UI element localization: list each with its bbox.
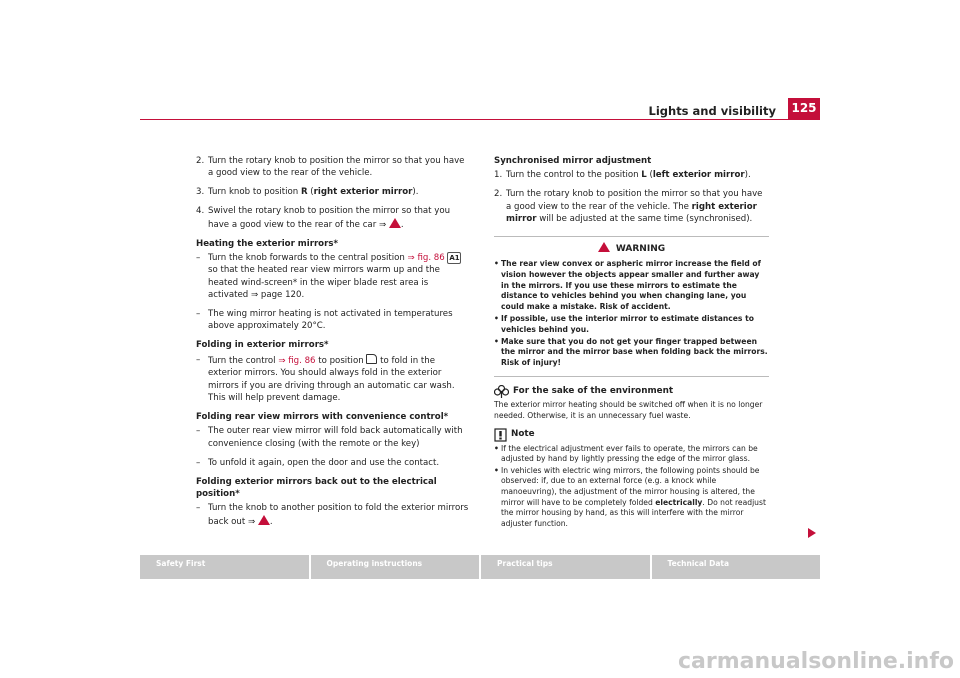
flower-icon <box>494 385 509 398</box>
tab-technical-data[interactable]: Technical Data <box>652 555 821 579</box>
sync-step-1: 1. Turn the control to the position L (left exterior mirror). <box>494 170 751 181</box>
left-column <box>196 155 471 535</box>
step-4: 4. Swivel the rotary knob to position the mirror so that you have a good view to the rear of the car ⇒ . <box>196 206 451 230</box>
electrical-heading: Folding exterior mirrors back out to the electrical position* <box>196 476 437 499</box>
note-item: • If the electrical adjustment ever fails to operate, the mirrors can be adjusted by hand by lightly pressing the edge of the mirror glass. <box>494 443 758 464</box>
note-icon <box>494 428 507 442</box>
sync-step-2: 2. Turn the rotary knob to position the mirror so that you have a good view to the rear of the vehicle. The right exterior mirror will be adjusted at the same time (synchronised). <box>494 189 763 225</box>
footer-nav <box>140 555 820 579</box>
watermark: carmanualsonline.info <box>678 649 954 674</box>
warning-icon <box>598 242 610 252</box>
page-number: 125 <box>788 98 820 119</box>
warning-icon[interactable] <box>389 218 401 228</box>
header-rule <box>140 119 820 120</box>
environment-text: The exterior mirror heating should be switched off when it is no longer needed. Otherwise, it is an unnecessary fuel waste. <box>494 399 763 420</box>
sync-heading: Synchronised mirror adjustment <box>494 156 652 166</box>
tab-practical-tips[interactable]: Practical tips <box>481 555 650 579</box>
warning-item: • If possible, use the interior mirror to estimate distances to vehicles behind you. <box>494 313 754 334</box>
step-3: 3. Turn knob to position R (right exterior mirror). <box>196 187 419 198</box>
mirror-fold-icon <box>366 354 377 364</box>
note-item: • In vehicles with electric wing mirrors, the following points should be observed: if, due to an external force (e.g. a knock while manoeuvring), the adjustment of the mirror housing is altered, the mirror will have to be completely folded electrically. Do not readjust the mirror housing by hand, as this will interfere with the mirror adjuster function. <box>494 465 766 528</box>
convenience-heading: Folding rear view mirrors with convenience control* <box>196 411 449 422</box>
right-column <box>494 155 769 530</box>
folding-item: – Turn the control ⇒ fig. 86 to position to fold in the exterior mirrors. You should always fold in the exterior mirrors if you are driving through an automatic car wash. This will help prevent damage. <box>196 354 455 403</box>
convenience-item: – The outer rear view mirror will fold back automatically with convenience closing (with the remote or the key) <box>196 426 463 449</box>
heating-item: – Turn the knob forwards to the central position ⇒ fig. 86 A1 so that the heated rear view mirrors warm up and the heated wind-screen* in the wiper blade rest area is activated ⇒ page 120. <box>196 252 460 301</box>
tab-safety-first[interactable]: Safety First <box>140 555 309 579</box>
heating-item: – The wing mirror heating is not activated in temperatures above approximately 20°C. <box>196 309 453 332</box>
step-2: 2. Turn the rotary knob to position the mirror so that you have a good view to the rear of the vehicle. <box>196 156 465 179</box>
warning-item: • Make sure that you do not get your finger trapped between the mirror and the mirror base when folding back the mirrors. Risk of injury! <box>494 336 768 368</box>
environment-heading: For the sake of the environment <box>494 385 769 398</box>
fig-86-link[interactable]: ⇒ fig. 86 <box>407 252 445 263</box>
electrical-item: – Turn the knob to another position to fold the exterior mirrors back out ⇒ . <box>196 503 469 527</box>
a1-badge-icon: A1 <box>449 253 460 262</box>
folding-heading: Folding in exterior mirrors* <box>196 340 329 351</box>
warning-title: WARNING <box>494 242 769 255</box>
warning-box <box>494 236 769 377</box>
tab-operating-instructions[interactable]: Operating instructions <box>311 555 480 579</box>
page-title: Lights and visibility <box>648 104 776 118</box>
warning-item: • The rear view convex or aspheric mirror increase the field of vision however the objects appear smaller and further away in the mirrors. If you use these mirrors to estimate the distance to vehicles behind you when changing lane, you could make a mistake. Risk of accident. <box>494 258 761 312</box>
heating-heading: Heating the exterior mirrors* <box>196 238 338 249</box>
note-heading: Note <box>494 428 769 442</box>
next-page-arrow-icon[interactable] <box>808 528 816 538</box>
fig-86-link[interactable]: ⇒ fig. 86 <box>278 355 316 366</box>
warning-icon[interactable] <box>258 515 270 525</box>
convenience-item: – To unfold it again, open the door and use the contact. <box>196 457 440 468</box>
